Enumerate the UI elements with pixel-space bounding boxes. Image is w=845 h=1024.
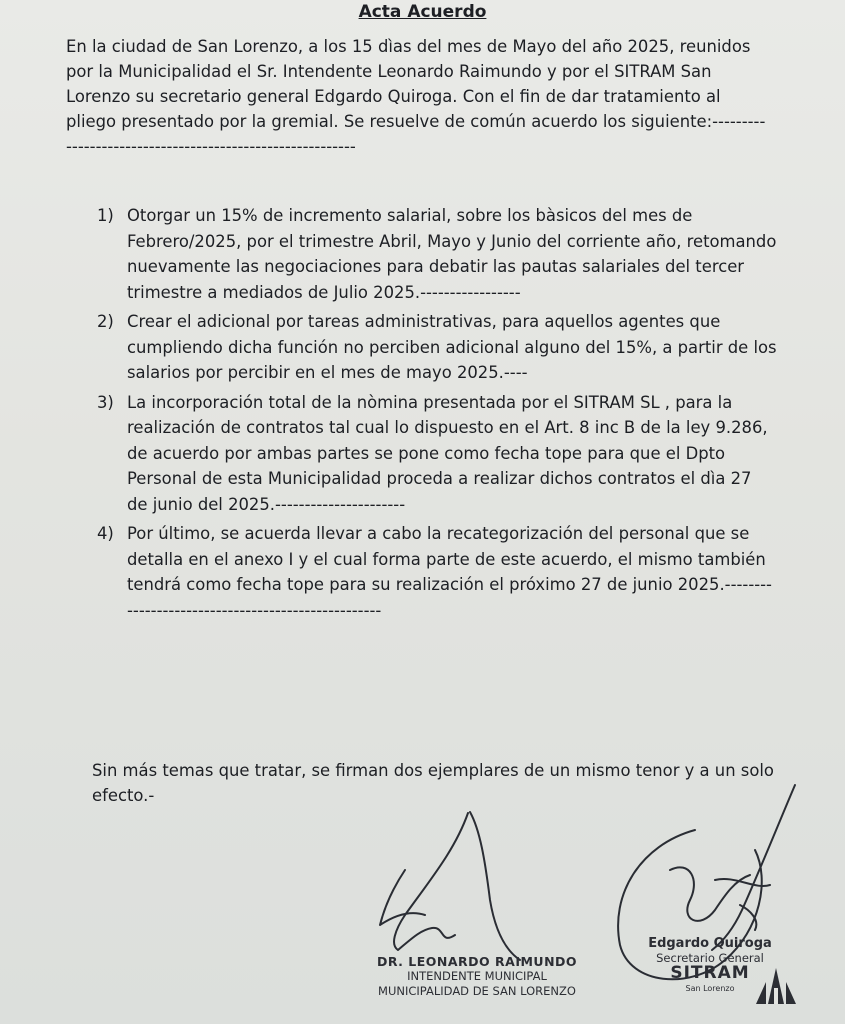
signer-organization: SITRAM: [670, 963, 750, 983]
item-text: Crear el adicional por tareas administrativas, para aquellos agentes que cumpliendo dicha función no perciben adicional alguno del 15%, a partir de los salarios por percibir en el mes de mayo 2025.----: [127, 312, 777, 382]
item-text: Otorgar un 15% de incremento salarial, sobre los bàsicos del mes de Febrero/2025, por el trimestre Abril, Mayo y Junio del corriente año, retomando nuevamente las negociaciones para debatir las pautas salariales del tercer trimestre a mediados de Julio 2025.-----------------: [127, 206, 777, 302]
agreement-item: [97, 203, 777, 305]
item-text: La incorporación total de la nòmina presentada por el SITRAM SL , para la realización de contratos tal cual lo dispuesto en el Art. 8 inc B de la ley 9.286, de acuerdo por ambas partes se pone como fecha tope para que el Dpto Personal de esta Municipalidad proceda a realizar dichos contratos el dìa 27 de junio del 2025.----------------------: [127, 392, 768, 514]
agreement-items-list: [97, 203, 777, 627]
signer-name: DR. LEONARDO RAIMUNDO: [376, 954, 578, 969]
signer-name: Edgardo Quiroga: [648, 936, 772, 951]
signer-place: San Lorenzo: [685, 984, 735, 993]
item-number: 3): [97, 392, 114, 412]
signer-role: INTENDENTE MUNICIPAL: [407, 969, 547, 983]
signer-organization: MUNICIPALIDAD DE SAN LORENZO: [378, 984, 576, 998]
signer-role: Secretario General: [656, 951, 764, 965]
intro-paragraph: En la ciudad de San Lorenzo, a los 15 dìas del mes de Mayo del año 2025, reunidos por la Municipalidad el Sr. Intendente Leonardo Raimundo y por el SITRAM San Lorenzo su secretario general Edgardo Quiroga. Con el fin de dar tratamiento al pliego presentado por la gremial. Se resuelve de común acuerdo los siguiente:----------------------------------------------------------: [66, 37, 766, 156]
item-number: 1): [97, 206, 114, 225]
agreement-item: [97, 390, 777, 518]
item-number: 2): [97, 312, 114, 331]
signature-block-intendente: [362, 954, 592, 999]
sitram-logo-icon: [752, 960, 800, 1008]
item-text: Por último, se acuerda llevar a cabo la recategorización del personal que se detalla en el anexo I y el cual forma parte de este acuerdo, el mismo también tendrá como fecha tope para su realización el próximo 27 de junio 2025.---------------------------------------------------: [127, 524, 772, 620]
document-title: Acta Acuerdo: [358, 2, 487, 22]
closing-paragraph: Sin más temas que tratar, se firman dos ejemplares de un mismo tenor y a un solo efecto.-: [92, 761, 774, 805]
agreement-item: [97, 521, 777, 623]
item-number: 4): [97, 524, 114, 543]
agreement-item: [97, 309, 777, 386]
